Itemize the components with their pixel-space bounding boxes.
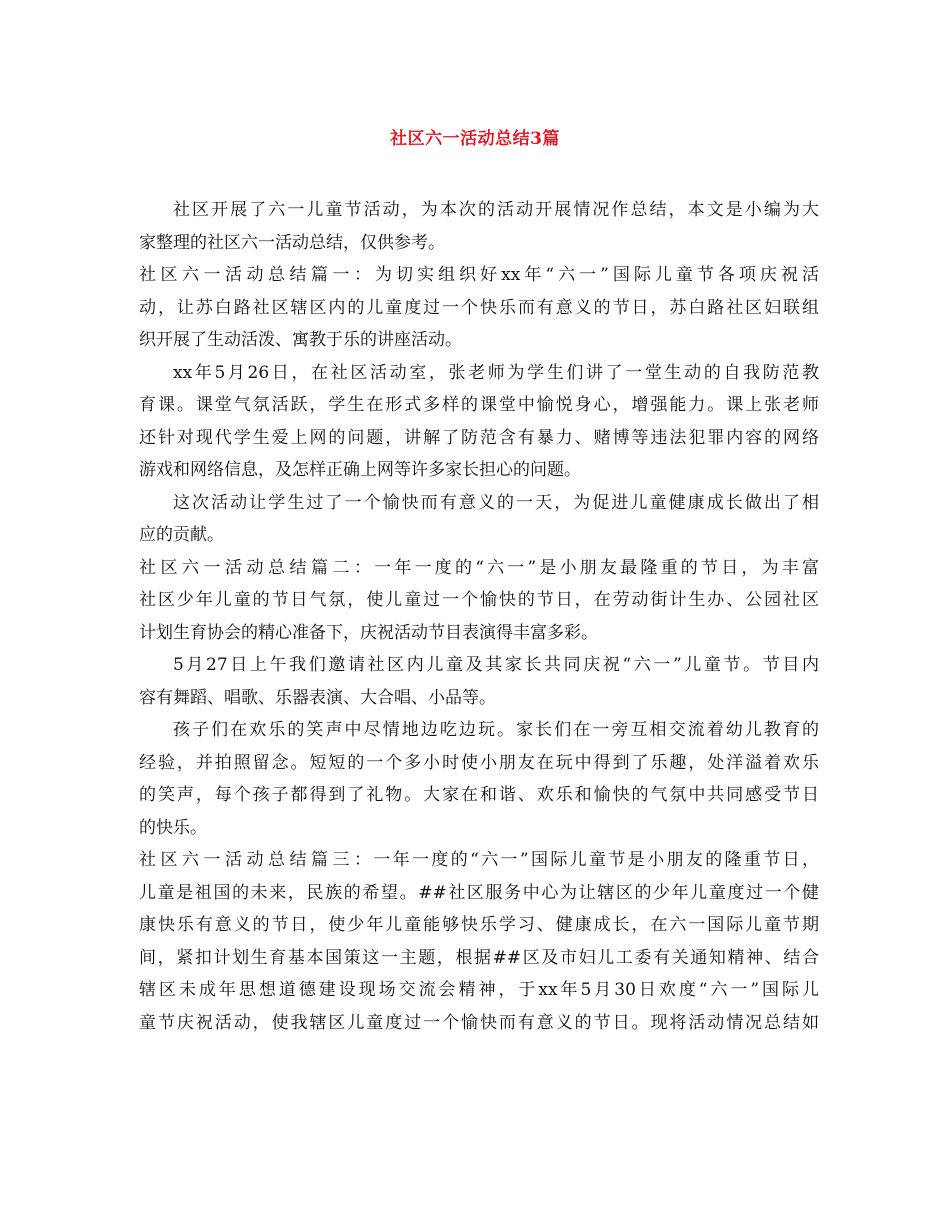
paragraph-line: 经验，并拍照留念。短短的一个多小时使小朋友在玩中得到了乐趣，处洋溢着欢乐 [139,752,819,773]
section-label-2: 社区六一活动总结篇二： [139,557,371,578]
paragraph-line: 5月27日上午我们邀请社区内儿童及其家长共同庆祝“六一”儿童节。节目内 [173,655,819,675]
paragraph-line: 的快乐。 [139,817,207,838]
paragraph-line: 织开展了生动活泼、寓教于乐的讲座活动。 [139,330,462,350]
paragraph-line: 辖区未成年思想道德建设现场交流会精神，于xx年5月30日欢度“六一”国际儿 [139,980,819,1000]
paragraph-line: 社区少年儿童的节日气氛，使儿童过一个愉快的节日，在劳动街计生办、公园社区 [139,590,819,610]
paragraph-line: 游戏和网络信息，及怎样正确上网等许多家长担心的问题。 [139,460,581,480]
paragraph-text: 一年一度的“六一”国际儿童节是小朋友的隆重节日， [371,850,819,870]
paragraph-line: 儿童是祖国的未来，民族的希望。##社区服务中心为让辖区的少年儿童度过一个健 [139,882,819,903]
paragraph-line: 育课。课堂气氛活跃，学生在形式多样的课堂中愉悦身心，增强能力。课上张老师 [139,395,819,415]
paragraph-line: 童节庆祝活动，使我辖区儿童度过一个愉快而有意义的节日。现将活动情况总结如 [139,1012,819,1033]
section-label-3: 社区六一活动总结篇三： [139,850,371,870]
paragraph-line: 家整理的社区六一活动总结，仅供参考。 [139,232,445,253]
paragraph-line: 孩子们在欢乐的笑声中尽情地边吃边玩。家长们在一旁互相交流着幼儿教育的 [173,720,819,740]
section-heading-line [139,552,819,585]
paragraph-line: 容有舞蹈、唱歌、乐器表演、大合唱、小品等。 [139,687,496,708]
paragraph-text: 为切实组织好xx年“六一”国际儿童节各项庆祝活 [371,265,819,285]
paragraph-line: 间，紧扣计划生育基本国策这一主题，根据##区及市妇儿工委有关通知精神、结合 [139,947,819,968]
paragraph-line: 社区开展了六一儿童节活动，为本次的活动开展情况作总结，本文是小编为大 [173,200,819,220]
paragraph-line: 还针对现代学生爱上网的问题，讲解了防范含有暴力、赌博等违法犯罪内容的网络 [139,427,819,448]
section-heading-line [139,844,819,877]
paragraph-line: 应的贡献。 [139,525,224,545]
section-heading-line [139,259,819,292]
paragraph-line: 计划生育协会的精心准备下，庆祝活动节目表演得丰富多彩。 [139,622,598,643]
paragraph-line: xx年5月26日，在社区活动室，张老师为学生们讲了一堂生动的自我防范教 [173,362,819,383]
paragraph-line: 的笑声，每个孩子都得到了礼物。大家在和谐、欢乐和愉快的气氛中共同感受节日 [139,785,819,805]
paragraph-line: 这次活动让学生过了一个愉快而有意义的一天，为促进儿童健康成长做出了相 [173,492,819,513]
document-title: 社区六一活动总结3篇 [390,129,560,149]
paragraph-text: 一年一度的“六一”是小朋友最隆重的节日，为丰富 [371,557,819,578]
paragraph-line: 康快乐有意义的节日，使少年儿童能够快乐学习、健康成长，在六一国际儿童节期 [139,915,819,935]
document-body [139,194,819,1039]
section-label-1: 社区六一活动总结篇一： [139,265,371,285]
paragraph-line: 动，让苏白路社区辖区内的儿童度过一个快乐而有意义的节日，苏白路社区妇联组 [139,297,819,318]
